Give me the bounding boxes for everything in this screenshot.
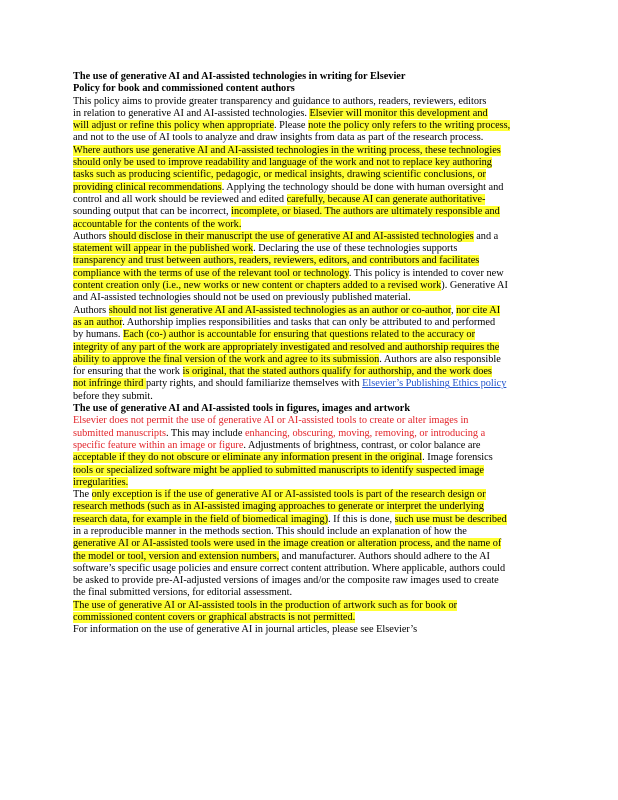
text-line xyxy=(73,231,568,243)
text-line xyxy=(73,108,568,120)
text-segment: and AI-assisted technologies should not be used on previously published material. xyxy=(73,292,411,304)
highlighted-text: the model or tool, version and extension numbers, xyxy=(73,550,280,562)
highlighted-text: irregularities. xyxy=(73,476,129,488)
highlighted-text: should disclose in their manuscript the use of generative AI and AI-assisted technologies xyxy=(108,230,474,242)
text-line xyxy=(73,206,568,218)
text-line xyxy=(73,415,568,427)
text-segment: submitted manuscripts xyxy=(73,427,166,439)
text-line xyxy=(73,538,568,550)
highlighted-text: will adjust or refine this policy when appropriate xyxy=(73,120,275,132)
text-line xyxy=(73,514,568,526)
publishing-ethics-link[interactable]: Elsevier’s Publishing Ethics policy xyxy=(362,378,507,390)
text-segment: for ensuring that the work xyxy=(73,366,183,378)
text-line xyxy=(73,551,568,563)
text-segment: be asked to provide pre-AI-adjusted versions of images and/or the composite raw images used to create xyxy=(73,575,499,587)
text-line xyxy=(73,145,568,157)
highlighted-text: commissioned content covers or graphical abstracts is not permitted. xyxy=(73,612,356,624)
text-segment: . Adjustments of brightness, contrast, or color balance are xyxy=(243,439,481,451)
text-line xyxy=(73,366,568,378)
text-segment: and manufacturer. Authors should adhere to the AI xyxy=(279,550,490,562)
text-line xyxy=(73,157,568,169)
text-segment: . Image forensics xyxy=(422,452,493,464)
highlighted-text: compliance with the terms of use of the relevant tool or technology xyxy=(73,267,349,279)
text-line xyxy=(73,182,568,194)
text-segment: ). Generative AI xyxy=(441,280,508,292)
highlighted-text: nor cite AI xyxy=(456,304,501,316)
highlighted-text: should not list generative AI and AI-assisted technologies as an author or co-author xyxy=(108,304,451,316)
text-segment: and not to the use of AI tools to analyze and draw insights from data as part of the research process. xyxy=(73,132,484,144)
text-line xyxy=(73,526,568,538)
text-line xyxy=(73,96,568,108)
text-line xyxy=(73,612,568,624)
text-segment: Authors xyxy=(73,230,109,242)
text-line xyxy=(73,132,568,144)
text-line xyxy=(73,219,568,231)
text-line xyxy=(73,194,568,206)
text-segment: . This may include xyxy=(165,427,245,439)
text-line xyxy=(73,563,568,575)
text-line xyxy=(73,71,568,83)
text-line xyxy=(73,83,568,95)
text-line xyxy=(73,378,568,390)
text-line xyxy=(73,292,568,304)
text-line xyxy=(73,403,568,415)
highlighted-text: carefully, because AI can generate authoritative- xyxy=(286,193,486,205)
text-segment: . Declaring the use of these technologies supports xyxy=(253,243,458,255)
highlighted-text: generative AI or AI-assisted tools were used in the image creation or alteration process, and the name of xyxy=(73,538,502,550)
text-line xyxy=(73,120,568,132)
text-line xyxy=(73,600,568,612)
highlighted-text: as an author xyxy=(73,316,123,328)
highlighted-text: tools or specialized software might be applied to submitted manuscripts to identify suspected image xyxy=(73,464,484,476)
text-line xyxy=(73,329,568,341)
text-line xyxy=(73,305,568,317)
highlighted-text: note the policy only refers to the writing process, xyxy=(308,120,511,132)
highlighted-text: accountable for the contents of the work. xyxy=(73,218,242,230)
text-segment: This policy aims to provide greater transparency and guidance to authors, readers, reviewers, editors xyxy=(73,95,487,107)
highlighted-text: integrity of any part of the work are appropriately investigated and resolved and authorship requires the xyxy=(73,341,500,353)
text-segment: software’s specific usage policies and ensure correct content attribution. Where applicable, authors could xyxy=(73,562,506,574)
highlighted-text: providing clinical recommendations xyxy=(73,181,222,193)
text-line xyxy=(73,243,568,255)
text-segment: Policy for book and commissioned content authors xyxy=(73,83,295,95)
highlighted-text: content creation only (i.e., new works or new content or chapters added to a revised work xyxy=(73,280,442,292)
text-line xyxy=(73,624,568,636)
text-segment: by humans. xyxy=(73,329,124,341)
text-line xyxy=(73,268,568,280)
highlighted-text: acceptable if they do not obscure or eliminate any information present in the original xyxy=(73,452,423,464)
text-segment: party rights, and should familiarize themselves with xyxy=(145,378,363,390)
text-segment: enhancing, obscuring, moving, removing, or introducing a xyxy=(244,427,486,439)
highlighted-text: transparency and trust between authors, readers, reviewers, editors, and contributors and facilitates xyxy=(73,255,480,267)
text-segment: Elsevier does not permit the use of generative AI or AI-assisted tools to create or alter images in xyxy=(73,415,469,427)
highlighted-text: tasks such as producing scientific, pedagogic, or medical insights, drawing scientific conclusions, or xyxy=(73,169,486,181)
text-segment: in a reproducible manner in the methods section. This should include an explanation of how the xyxy=(73,525,467,537)
text-segment: For information on the use of generative AI in journal articles, please see Elsevier’s xyxy=(73,624,418,636)
text-line xyxy=(73,317,568,329)
text-segment: , xyxy=(450,304,457,316)
text-line xyxy=(73,489,568,501)
text-segment: . Applying the technology should be done with human oversight and xyxy=(221,181,504,193)
highlighted-text: not infringe third xyxy=(73,378,146,390)
text-segment: . If this is done, xyxy=(328,513,395,525)
highlighted-text: statement will appear in the published work xyxy=(73,243,254,255)
text-line xyxy=(73,354,568,366)
text-segment: and a xyxy=(473,230,499,242)
highlighted-text: Elsevier will monitor this development and xyxy=(309,107,488,119)
highlighted-text: research methods (such as in AI-assisted imaging approaches to generate or interpret the underlying xyxy=(73,501,484,513)
text-segment: The use of generative AI and AI-assisted technologies in writing for Elsevier xyxy=(73,71,406,82)
highlighted-text: incomplete, or biased. The authors are ultimately responsible and xyxy=(231,206,500,218)
highlighted-text: ability to approve the final version of the work and agree to its submission xyxy=(73,353,380,365)
highlighted-text: research data, for example in the field of biomedical imaging) xyxy=(73,513,329,525)
text-line xyxy=(73,575,568,587)
text-segment: sounding output that can be incorrect, xyxy=(73,206,232,218)
text-line xyxy=(73,342,568,354)
text-line xyxy=(73,477,568,489)
text-line xyxy=(73,428,568,440)
highlighted-text: Where authors use generative AI and AI-assisted technologies in the writing process, these technologies xyxy=(73,144,501,156)
text-segment: in relation to generative AI and AI-assisted technologies. xyxy=(73,107,310,119)
text-segment: The xyxy=(73,489,92,501)
highlighted-text: only exception is if the use of generative AI or AI-assisted tools is part of the research design or xyxy=(91,489,486,501)
text-segment: . Authors are also responsible xyxy=(379,353,501,365)
text-segment: The use of generative AI and AI-assisted tools in figures, images and artwork xyxy=(73,403,411,415)
highlighted-text: is original, that the stated authors qualify for authorship, and the work does xyxy=(182,366,492,378)
text-segment: before they submit. xyxy=(73,390,153,402)
text-line xyxy=(73,169,568,181)
text-line xyxy=(73,587,568,599)
text-segment: . This policy is intended to cover new xyxy=(348,267,504,279)
text-line xyxy=(73,391,568,403)
text-segment: . Please xyxy=(274,120,309,132)
text-line xyxy=(73,465,568,477)
text-line xyxy=(73,452,568,464)
text-segment: . Authorship implies responsibilities and tasks that can only be attributed to and performed xyxy=(122,316,496,328)
text-segment: Authors xyxy=(73,304,109,316)
highlighted-text: The use of generative AI or AI-assisted tools in the production of artwork such as for book or xyxy=(73,599,458,611)
text-segment: the final submitted versions, for editorial assessment. xyxy=(73,587,293,599)
text-line xyxy=(73,280,568,292)
text-segment: control and all work should be reviewed and edited xyxy=(73,193,287,205)
text-segment: specific feature within an image or figure xyxy=(73,439,244,451)
text-line xyxy=(73,440,568,452)
highlighted-text: should only be used to improve readability and language of the work and not to replace key authoring xyxy=(73,157,492,169)
text-line xyxy=(73,501,568,513)
text-line xyxy=(73,255,568,267)
highlighted-text: such use must be described xyxy=(394,513,507,525)
highlighted-text: Each (co-) author is accountable for ensuring that questions related to the accuracy or xyxy=(123,329,476,341)
